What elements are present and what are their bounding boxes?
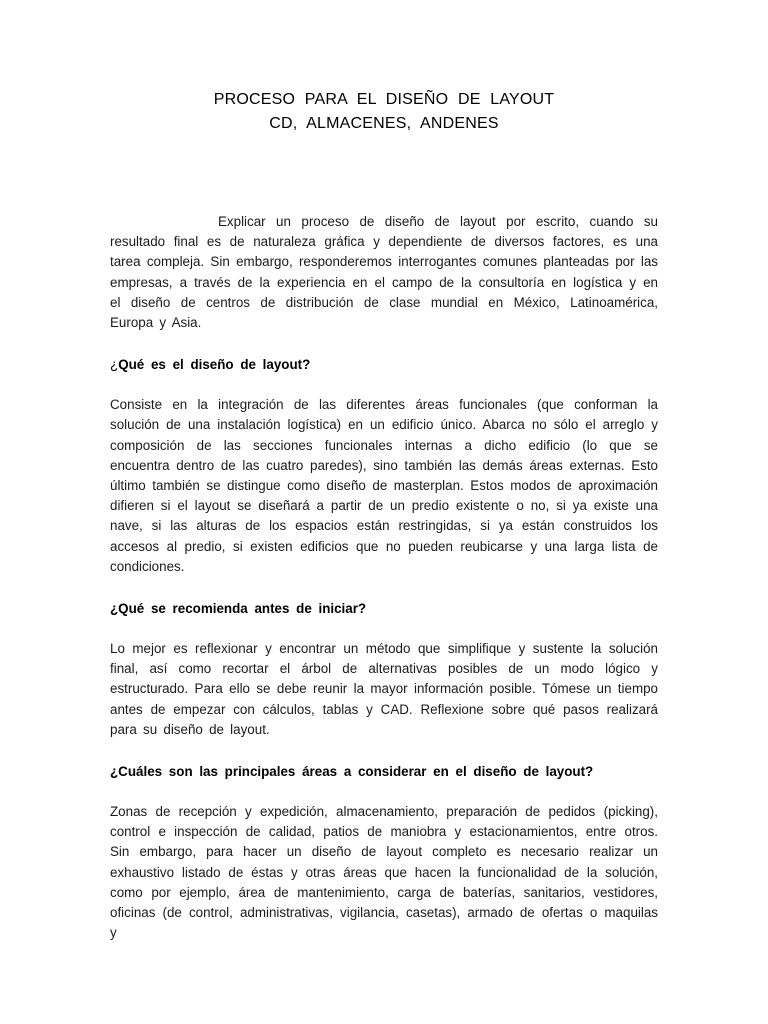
heading-text: Qué es el diseño de layout? [118,357,311,373]
title-line-1: PROCESO PARA EL DISEÑO DE LAYOUT [213,91,555,108]
title-line-2: CD, ALMACENES, ANDENES [269,115,499,132]
document-title [0,88,768,136]
section-paragraph-what-is-layout: Consiste en la integración de las diferentes áreas funcionales (que conforman la solución de una instalación logística) en un edificio único. Abarca no sólo el arreglo y composición de las secciones funcionales internas a dicho edificio (lo que se encuentra dentro de las cuatro paredes), sino también las demás áreas externas. Esto último también se distingue como diseño de masterplan. Estos modos de aproximación difieren si el layout se diseñará a partir de un predio existente o no, si ya existe una nave, si las alturas de los espacios están restringidas, si ya están construidos los accesos al predio, si existen edificios que no pueden reubicarse y una larga lista de condiciones. [110,397,658,574]
document-body [110,212,658,965]
heading-text: ¿Cuáles son las principales áreas a considerar en el diseño de layout? [110,764,594,780]
section-heading-before-starting [110,599,658,619]
heading-text: ¿Qué se recomienda antes de iniciar? [110,601,367,617]
intro-paragraph: Explicar un proceso de diseño de layout por escrito, cuando su resultado final es de naturaleza gráfica y dependiente de diversos factores, es una tarea compleja. Sin embargo, responderemos interrogantes comunes planteadas por las empresas, a través de la experiencia en el campo de la consultoría en logística y en el diseño de centros de distribución de clase mundial en México, Latinoamérica, Europa y Asia. [110,214,658,331]
section-paragraph-main-areas: Zonas de recepción y expedición, almacenamiento, preparación de pedidos (picking), control e inspección de calidad, patios de maniobra y estacionamientos, entre otros. Sin embargo, para hacer un diseño de layout completo es necesario realizar un exhaustivo listado de éstas y otras áreas que hacen la funcionalidad de la solución, como por ejemplo, área de mantenimiento, carga de baterías, sanitarios, vestidores, oficinas (de control, administrativas, vigilancia, casetas), armado de ofertas o maquilas y [110,804,658,941]
section-heading-what-is-layout [110,355,658,375]
section-heading-main-areas [110,762,658,782]
heading-question-mark: ¿ [110,357,119,373]
section-paragraph-before-starting: Lo mejor es reflexionar y encontrar un método que simplifique y sustente la solución final, así como recortar el árbol de alternativas posibles de un modo lógico y estructurado. Para ello se debe reunir la mayor información posible. Tómese un tiempo antes de empezar con cálculos, tablas y CAD. Reflexione sobre qué pasos realizará para su diseño de layout. [110,641,658,737]
